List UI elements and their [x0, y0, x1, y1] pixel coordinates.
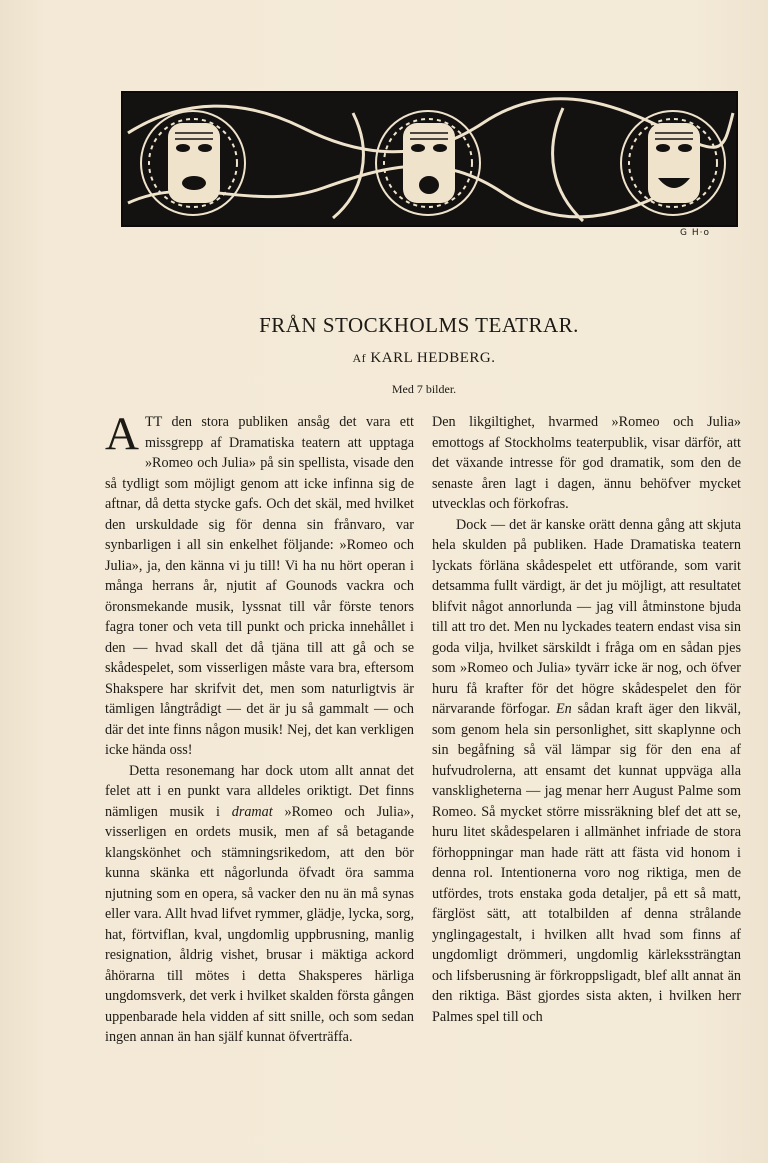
paragraph — [105, 761, 414, 1048]
paragraph-text: Den likgiltighet, hvarmed »Romeo och Julia» emottogs af Stockholms teaterpublik, visar därför, att det växande intresse för god dramatik, som den de senaste åren lagt i dagen, ännu behöfver mycket utvecklas och förkofras. — [432, 414, 741, 512]
byline-prefix: Af — [352, 351, 367, 365]
author-name: KARL HEDBERG. — [370, 350, 496, 366]
paragraph — [432, 515, 741, 1028]
drop-cap: A — [105, 408, 139, 460]
italic-word: dramat — [231, 803, 273, 820]
italic-word: En — [556, 701, 572, 717]
right-column — [432, 412, 741, 1027]
paragraph — [105, 408, 414, 761]
illustration-count: Med 7 bilder. — [391, 382, 457, 396]
theatre-masks-banner — [121, 91, 738, 227]
article-byline — [0, 350, 768, 367]
paragraph-text: »Romeo och Julia», visserligen en ordets musik, men af så betagande klangskönhet och stämningsrikedom, att den bör kunna skänka ett någorlunda öfvadt öra samma njutning som en opera, så vacker den nu än må synas eller vara. Allt hvad lifvet rymmer, glädje, lycka, sorg, hat, förtviflan, kval, ungdomlig uppbrusning, manlig resignation, åldrig vishet, brusar i mäktiga ackord åhörarna till mötes i detta Shaksperes härliga ungdomsverk, det verk i hvilket skalden första gången uppenbarade hela vidden af sitt snille, och som sedan ingen annan än han själf kunnat öfverträffa. — [105, 803, 415, 1045]
paragraph-text: TT den stora publiken ansåg det vara ett missgrepp af Dramatiska teatern att upptaga »Romeo och Julia» på sin spellista, visade den så tydligt som möjligt genom att icke infinna sig de aftnar, då detta stycke gafs. Och det skäl, med hvilket den urskuldade sig för denna sin frånvaro, var synbarligen i all sin enkelhet följande: »Romeo och Julia», ja, den känna vi ju till! Vi ha nu hört operan i många herrans år, njutit af Gounods vackra och öronsmekande musik, lyssnat till vår förste tenors fagra toner och veta till punkt och pricka innehållet i den — hvad skall det då tjäna till att gå och se skådespelet, som visserligen måste vara bra, eftersom Shakspere har skrifvit det, men som naturligtvis är tämligen långtrådigt — det är ju så gammalt — och där det inte finns någon musik! Nej, det kan verkligen icke hända oss! — [105, 414, 414, 758]
paragraph-text: sådan kraft äger den likväl, som genom hela sin personlighet, sitt skaplynne och sin begåfning så väl lämpar sig för den ena af hufvudrolerna, att ensamt det kunnat uppväga alla vanskligheterna — jag menar herr August Palme som Romeo. Så mycket större missräkning blef det att se, huru litet skådespelaren i allmänhet infriade de stora förhoppningar man hade rätt att fästa vid honom i denna rol. Intentionerna voro nog riktiga, men de utfördes, trots enstaka goda detaljer, på ett så matt, färglöst sätt, att totalbilden af denna strålande ynglingagestalt, i hvilken allt hvad som finns af ungdomligt drömmeri, ungdomlig kärlekssträngtan och lifsberusning är förkroppsligadt, blef allt annat än den riktiga. Bäst gjordes sista akten, i hvilken herr Palmes spel till och — [432, 701, 741, 1025]
artist-monogram: G H·o — [680, 228, 710, 238]
left-column — [105, 408, 415, 1048]
article-title: FRÅN STOCKHOLMS TEATRAR. — [259, 313, 579, 337]
paragraph-text: Detta resonemang har dock utom allt annat det felet att i en punkt vara alldeles oriktigt. Det finns nämligen musik i — [105, 762, 414, 820]
paragraph-text: Dock — det är kanske orätt denna gång att skjuta hela skulden på publiken. Hade Dramatiska teatern lyckats förläna skådespelet ett utförande, som varit detsamma fullt värdigt, är det ju möjligt, att resultatet blifvit något annorlunda — jag vill åtminstone bjuda till att tro det. Men nu lyckades teatern endast visa sin goda vilja, hvilket särskildt i fråga om en sådan pjes som »Romeo och Julia» tyvärr icke är nog, och öfver huru få krafter för det högre skådespelet den för närvarande förfogar. — [432, 516, 741, 717]
paragraph — [432, 412, 741, 515]
